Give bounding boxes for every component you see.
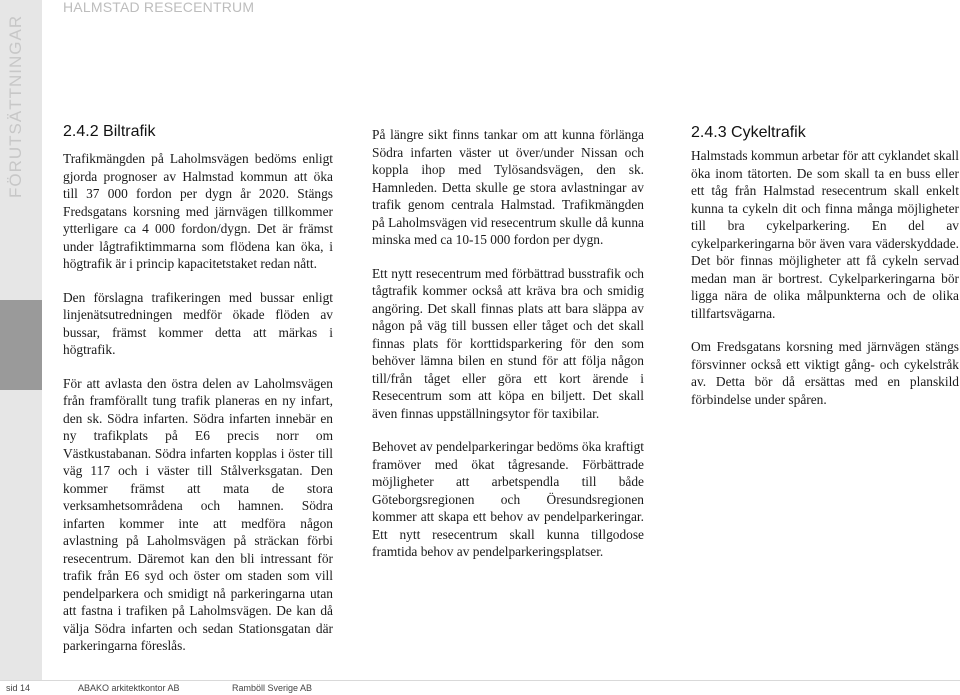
heading-cykeltrafik: 2.4.3 Cykeltrafik (691, 124, 806, 141)
paragraph: Den förslagna trafikeringen med bussar enligt linjenätsutredningen medför ökade flöden av bussar, främst kommer detta att märkas i högtrafik. (63, 289, 333, 357)
paragraph: Trafikmängden på Laholmsvägen bedöms enligt gjorda prognoser av Halmstad kommun att öka till 37 000 fordon per dygn år 2020. Stängs Fredsgatans korsning med järnvägen tillkommer ytterligare ca 4 000 fordon/dygn. Det är främst under lågtrafiktimmarna som flödena kan öka, i högtrafik är i princip kapacitetstaket redan nått. (63, 151, 333, 271)
column-middle (372, 126, 644, 577)
page-number: sid 14 (6, 683, 31, 693)
footer-org-abako: ABAKO arkitektkontor AB (78, 683, 180, 693)
column-biltrafik (63, 150, 333, 671)
column-cykeltrafik (691, 147, 959, 424)
paragraph: För att avlasta den östra delen av Laholmsvägen från framförallt tung trafik planeras en ny infart, den sk. Södra infarten. Södra infarten innebär en ny trafikplats på E6 precis norr om Västkustabanan. Södra infarten kopplas i öster till väg 117 och i väster till Stålverksgatan. Den kommer främst att mata de stora verksamhetsområdena och hamnen. Södra infarten kommer inte att medföra någon avlastning på Laholmsvägen på sträckan förbi resecentrum. Däremot kan den bli intressant för trafik från E6 syd och öster om staden som vill pendelparkera och smidigt nå parkeringarna utan att fastna i trafiken på Laholmsvägen. De kan då välja Södra infarten och sedan Stationsgatan där parkeringarna föreslås. (63, 375, 333, 653)
paragraph: Ett nytt resecentrum med förbättrad busstrafik och tågtrafik kommer också att kräva bra och smidig angöring. Det skall finnas plats att bara släppa av någon på väg till bussen eller tåget och det skall finnas plats för korttidsparkering för den som behöver lämna bilen en stund för att följa någon till/från tåget eller göra ett kort ärende i Resecentrum som att köpa en biljett. Det skall även finnas uppställningsytor för taxibilar. (372, 265, 644, 421)
heading-biltrafik: 2.4.2 Biltrafik (63, 123, 156, 140)
chapter-side-label-text: FÖRUTSÄTTNINGAR (6, 14, 25, 198)
paragraph: Behovet av pendelparkeringar bedöms öka kraftigt framöver med ökat tågresande. Förbättrade möjligheter att arbetspendla till både Göteborgsregionen och Öresundsregionen kommer att skapa ett behov av pendelparkeringar. Ett nytt resecentrum skall kunna tillgodose framtida behov av pendelparkeringsplatser. (372, 439, 644, 559)
footer-divider (0, 680, 960, 681)
paragraph: Om Fredsgatans korsning med järnvägen stängs försvinner också ett viktigt gång- och cykelstråk av. Detta bör då ersättas med en planskild förbindelse under spåren. (691, 339, 959, 407)
paragraph: Halmstads kommun arbetar för att cyklandet skall öka inom tätorten. De som skall ta en buss eller ett tåg från Halmstad resecentrum skall enkelt kunna ta cykeln dit och finna många möjligheter till bra cykelparkering. En del av cykelparkeringarna bör även vara väderskyddade. Det bör finnas möjligheter att få cykeln servad medan man är bortrest. Cykelparkeringarna bör ligga nära de olika målpunkterna och de olika tillfartsvägarna. (691, 148, 959, 321)
side-strip-marker (0, 300, 42, 390)
paragraph: På längre sikt finns tankar om att kunna förlänga Södra infarten väster ut över/under Nissan och koppla ihop med Tylösandsvägen, den sk. Hamnleden. Detta skulle ge stora avlastningar av trafik genom centrala Halmstad. Trafikmängden på Laholmsvägen vid resecentrum skulle då kunna minska med ca 10-15 000 fordon per dygn. (372, 127, 644, 247)
document-title: HALMSTAD RESECENTRUM (63, 0, 255, 15)
chapter-side-label (2, 8, 40, 208)
footer-org-ramboll: Ramböll Sverige AB (232, 683, 313, 693)
